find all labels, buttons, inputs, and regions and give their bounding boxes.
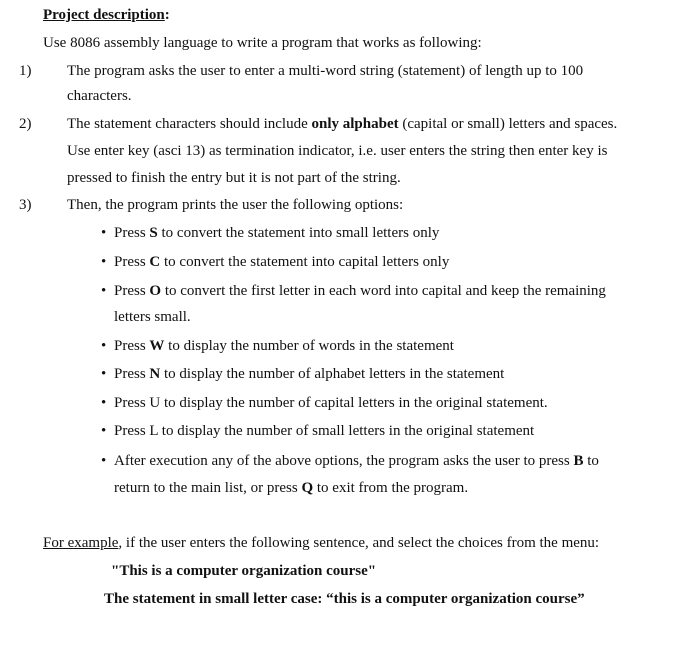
option-after-execution-continued: return to the main list, or press Q to exit from the program. [114, 480, 469, 496]
project-title: Project description [43, 7, 165, 23]
option-o-continued: letters small. [114, 309, 191, 325]
intro-text: Use 8086 assembly language to write a program that works as following: [43, 35, 482, 51]
option-s: Press S to convert the statement into small letters only [114, 225, 440, 241]
example-label: For example [43, 535, 119, 551]
option-o: Press O to convert the first letter in each word into capital and keep the remaining [114, 283, 606, 299]
option-after-execution: After execution any of the above options, the program asks the user to press B to [114, 453, 599, 469]
option-c: Press C to convert the statement into capital letters only [114, 254, 450, 270]
bullet-icon: • [101, 366, 107, 382]
option-n: Press N to display the number of alphabet letters in the statement [114, 366, 505, 382]
option-w: Press W to display the number of words in the statement [114, 338, 454, 354]
example-line: For example, if the user enters the following sentence, and select the choices from the menu: [43, 535, 600, 551]
item-2-line-3: pressed to finish the entry but it is not part of the string. [67, 170, 401, 186]
example-result: The statement in small letter case: “this is a computer organization course” [104, 591, 585, 607]
item-1-line-1: The program asks the user to enter a multi-word string (statement) of length up to 100 [67, 63, 584, 79]
item-2-line-2: Use enter key (asci 13) as termination indicator, i.e. user enters the string then enter key is [67, 143, 608, 159]
item-number-3: 3) [19, 197, 32, 213]
project-title-line: Project description: [43, 7, 170, 23]
item-2-line-1: The statement characters should include only alphabet (capital or small) letters and spaces. [67, 116, 618, 132]
bullet-icon: • [101, 395, 107, 411]
item-1-line-2: characters. [67, 88, 132, 104]
bullet-icon: • [101, 254, 107, 270]
bullet-icon: • [101, 338, 107, 354]
bullet-icon: • [101, 423, 107, 439]
bullet-icon: • [101, 283, 107, 299]
item-number-2: 2) [19, 116, 32, 132]
bullet-icon: • [101, 225, 107, 241]
bullet-icon: • [101, 453, 107, 469]
option-l: Press L to display the number of small letters in the original statement [114, 423, 535, 439]
item-3-line-1: Then, the program prints the user the following options: [67, 197, 404, 213]
example-sentence: "This is a computer organization course" [111, 563, 377, 579]
item-number-1: 1) [19, 63, 32, 79]
option-u: Press U to display the number of capital letters in the original statement. [114, 395, 548, 411]
